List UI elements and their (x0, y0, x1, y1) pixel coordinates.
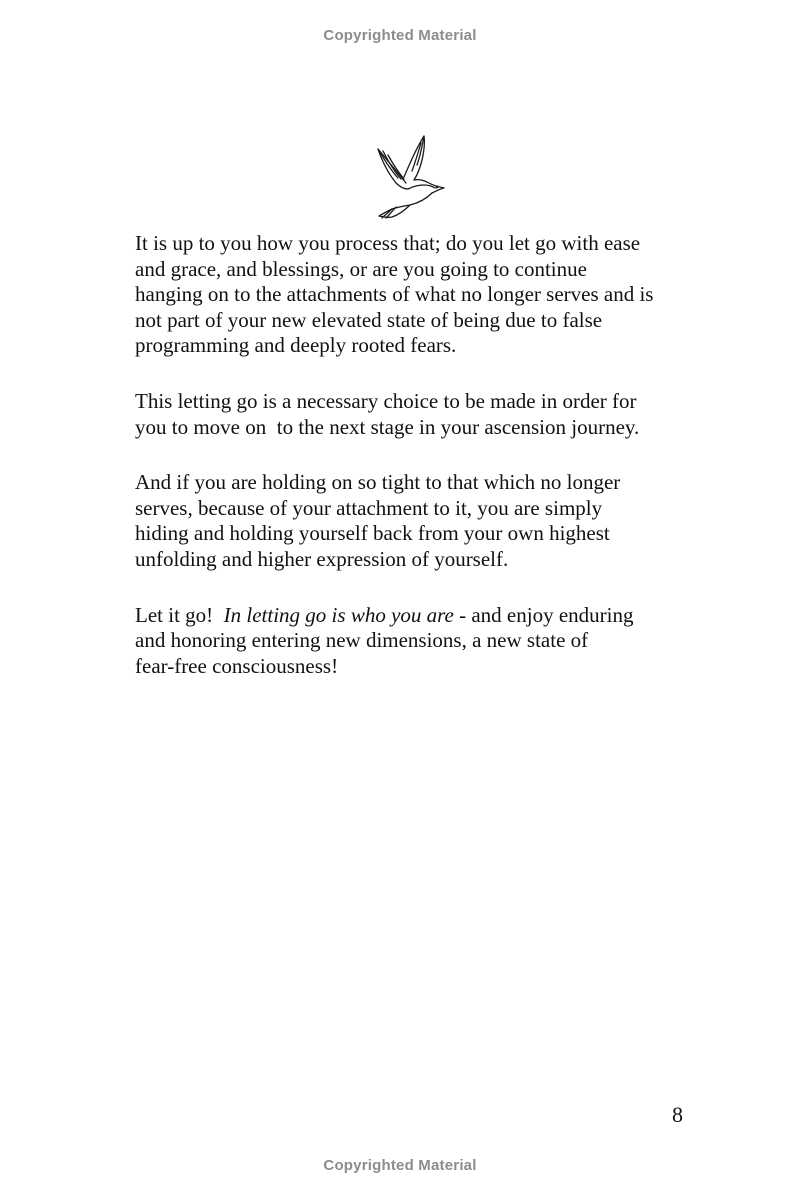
text-line: hanging on to the attachments of what no longer serves and is (135, 282, 654, 307)
text-line: unfolding and higher expression of yourself. (135, 546, 509, 571)
text-line: you to move on to the next stage in your ascension journey. (135, 414, 640, 439)
text-line: and grace, and blessings, or are you going to continue (135, 256, 587, 281)
text-tail: - and enjoy enduring (453, 602, 634, 627)
text-line: This letting go is a necessary choice to be made in order for (135, 388, 637, 413)
watermark-bottom: Copyrighted Material (323, 1157, 477, 1174)
text-line: fear-free consciousness! (135, 653, 339, 678)
text-line: and honoring entering new dimensions, a new state of (135, 628, 589, 653)
text-line-mixed (135, 603, 695, 629)
text-line: programming and deeply rooted fears. (135, 333, 457, 358)
paragraph-2 (135, 389, 695, 440)
paragraph-3 (135, 470, 695, 572)
watermark-top: Copyrighted Material (323, 27, 477, 44)
text-line: And if you are holding on so tight to that which no longer (135, 470, 621, 495)
text-lead: Let it go! (135, 602, 224, 627)
text-line: serves, because of your attachment to it, you are simply (135, 495, 603, 520)
dove-icon (374, 133, 446, 219)
body-text (135, 231, 695, 709)
paragraph-4 (135, 603, 695, 680)
page-number: 8 (672, 1102, 683, 1127)
paragraph-1 (135, 231, 695, 359)
text-line: hiding and holding yourself back from your own highest (135, 521, 610, 546)
italic-phrase: In letting go is who you are (223, 602, 454, 627)
text-line: It is up to you how you process that; do you let go with ease (135, 231, 641, 255)
text-line: not part of your new elevated state of being due to false (135, 307, 603, 332)
